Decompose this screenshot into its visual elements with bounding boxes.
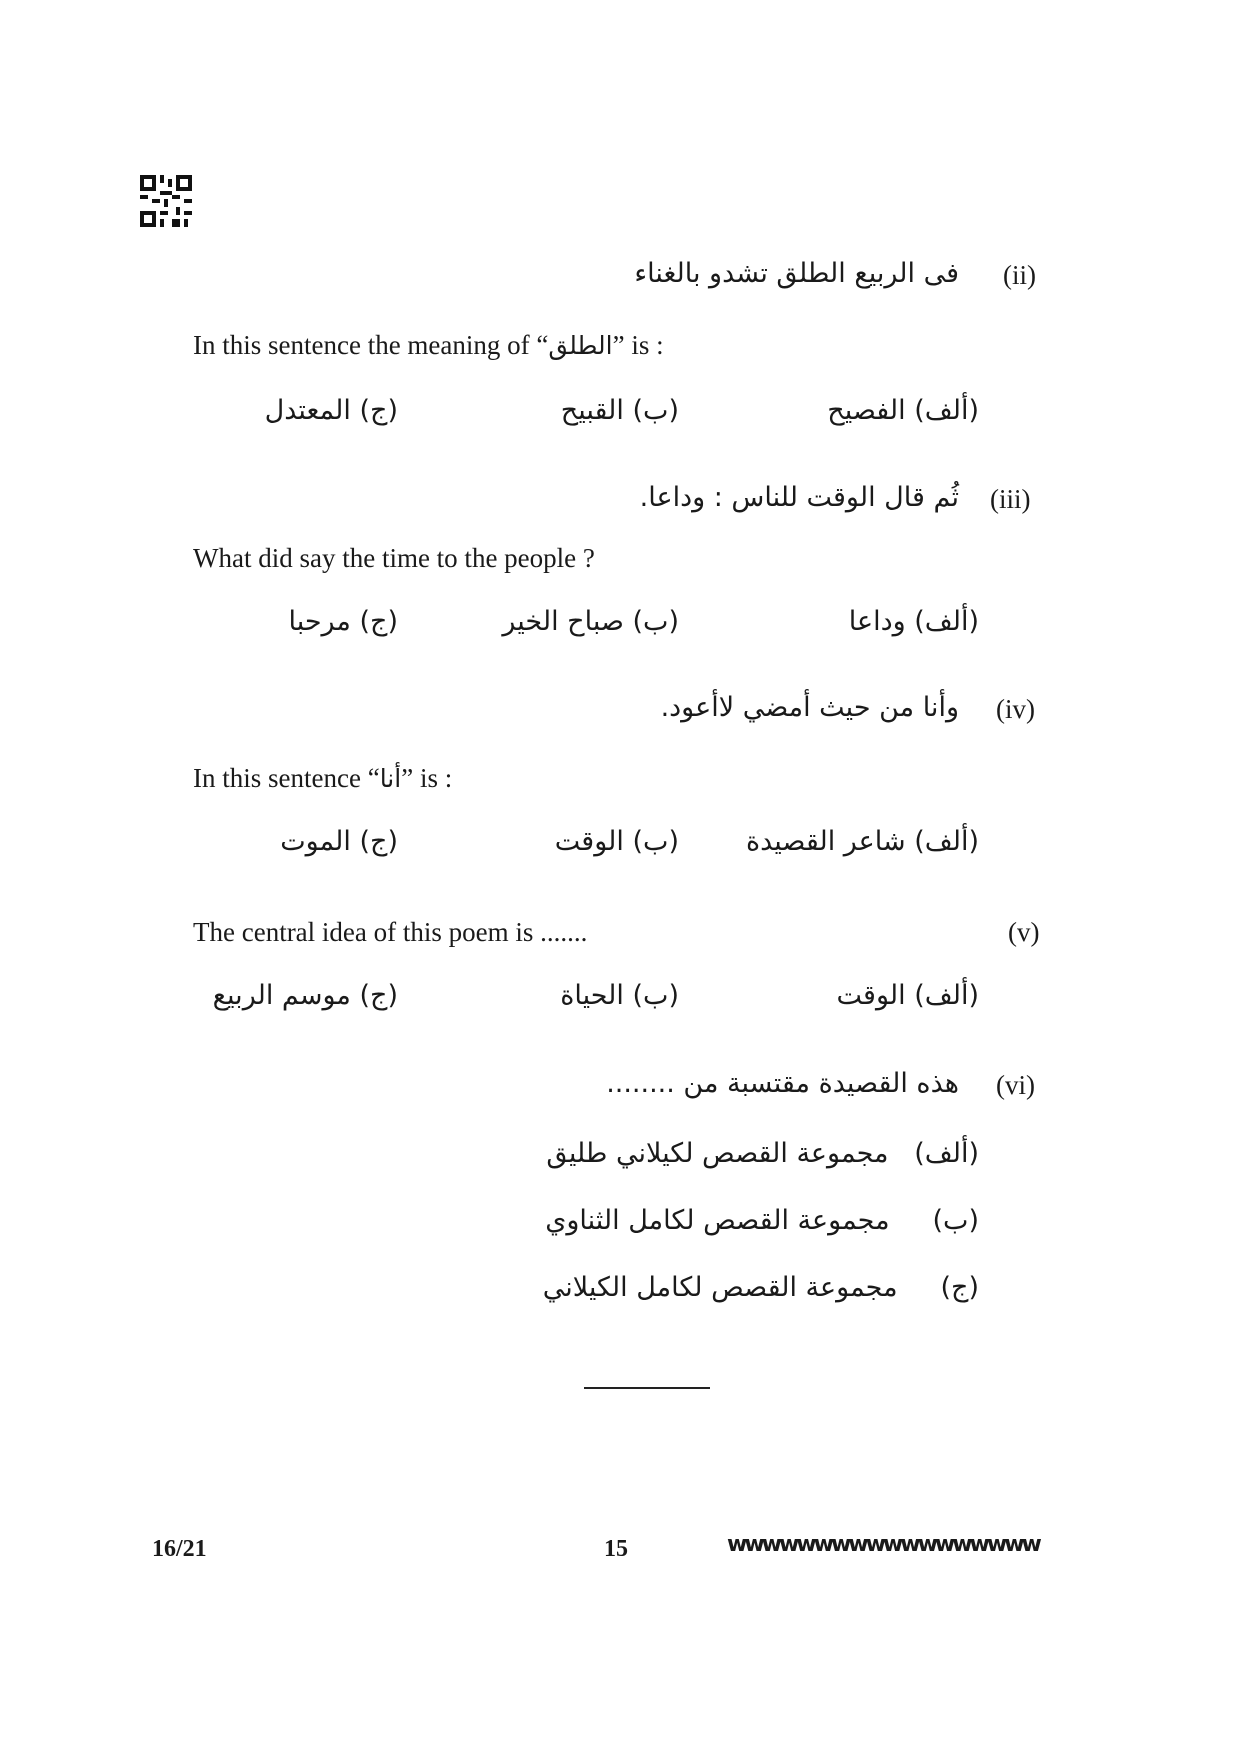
q-iv-option-a: (ألف) شاعر القصيدة bbox=[745, 826, 979, 857]
q-iii-option-c: (ج) مرحبا bbox=[288, 606, 398, 637]
q-vi-option-c: (ج) مجموعة القصص لكامل الكيلاني bbox=[542, 1272, 979, 1303]
q-ii-option-c: (ج) المعتدل bbox=[264, 395, 398, 426]
q-iv-option-b: (ب) الوقت bbox=[554, 826, 679, 857]
footer-paper-code: 16/21 bbox=[152, 1536, 207, 1562]
qr-code-icon bbox=[140, 175, 192, 227]
q-iv-option-c: (ج) الموت bbox=[280, 826, 398, 857]
q-v-number: (v) bbox=[1008, 917, 1040, 947]
q-ii-option-b: (ب) القبيح bbox=[560, 395, 679, 426]
q-iii-question: What did say the time to the people ? bbox=[193, 543, 595, 573]
q-ii-option-a: (ألف) الفصيح bbox=[827, 395, 979, 426]
q-iii-option-a: (ألف) وداعا bbox=[848, 606, 979, 637]
q-vi-number: (vi) bbox=[996, 1070, 1035, 1100]
q-iii-arabic: ثُم قال الوقت للناس : وداعا. bbox=[639, 482, 959, 513]
q-vi-option-a: (ألف) مجموعة القصص لكيلاني طليق bbox=[546, 1138, 979, 1169]
end-divider bbox=[584, 1387, 710, 1389]
q-ii-question-post: ” is : bbox=[612, 330, 664, 360]
q-v-question: The central idea of this poem is ....... bbox=[193, 917, 588, 947]
q-iv-question-pre: In this sentence “ bbox=[193, 763, 380, 793]
q-iv-number: (iv) bbox=[996, 694, 1035, 724]
q-ii-number: (ii) bbox=[1003, 260, 1036, 290]
q-iv-question bbox=[193, 763, 452, 794]
q-v-option-a: (ألف) الوقت bbox=[836, 980, 979, 1011]
q-ii-question-word: الطلق bbox=[548, 331, 613, 360]
q-vi-arabic: هذه القصيدة مقتسبة من ........ bbox=[606, 1068, 959, 1099]
footer-page-number: 15 bbox=[604, 1536, 628, 1562]
q-iii-option-b: (ب) صباح الخير bbox=[502, 606, 679, 637]
footer-wave-mark: wwwwwwwwwwwwwwwwww bbox=[727, 1532, 1039, 1557]
q-vi-option-b: (ب) مجموعة القصص لكامل الثناوي bbox=[545, 1205, 979, 1236]
q-iv-question-word: أنا bbox=[379, 764, 402, 793]
q-ii-arabic: فى الربيع الطلق تشدو بالغناء bbox=[634, 258, 959, 289]
q-iii-number: (iii) bbox=[990, 484, 1031, 514]
q-v-option-b: (ب) الحياة bbox=[560, 980, 679, 1011]
q-iv-arabic: وأنا من حيث أمضي لاأعود. bbox=[660, 692, 959, 723]
q-ii-question bbox=[193, 330, 664, 361]
q-iv-question-post: ” is : bbox=[401, 763, 453, 793]
q-v-option-c: (ج) موسم الربيع bbox=[212, 980, 398, 1011]
q-ii-question-pre: In this sentence the meaning of “ bbox=[193, 330, 549, 360]
